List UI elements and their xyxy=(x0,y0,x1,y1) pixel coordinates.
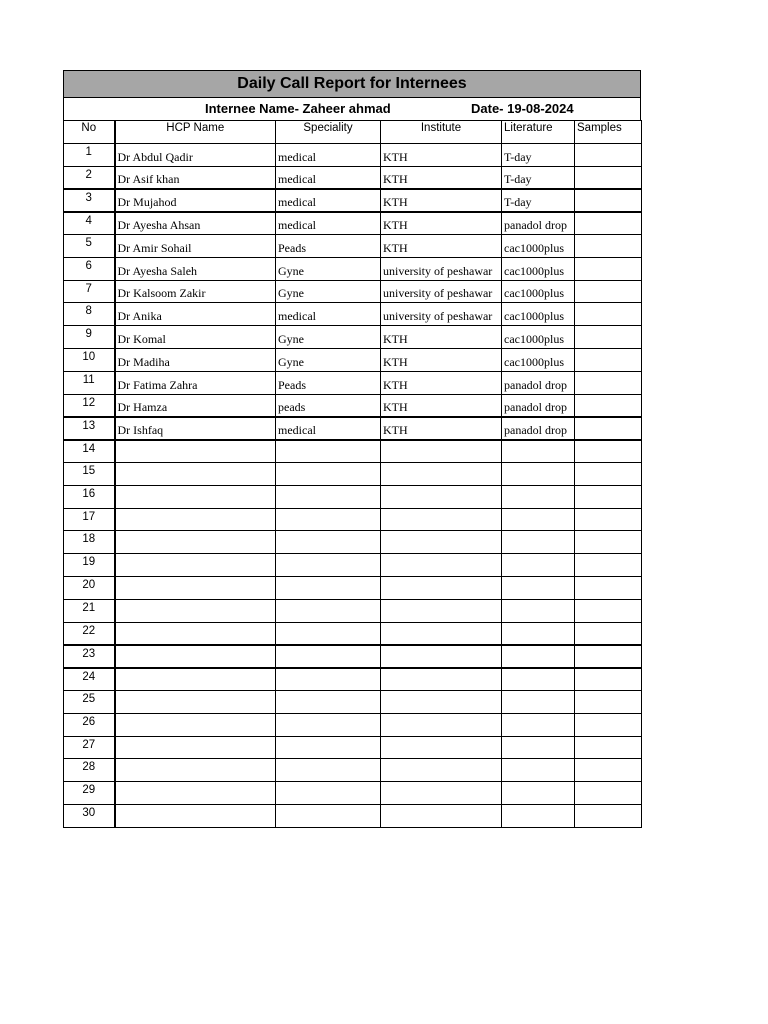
table-row xyxy=(64,782,642,805)
cell-hcp-name: Dr Ayesha Ahsan xyxy=(115,212,276,235)
cell-speciality xyxy=(276,599,381,622)
cell-no: 13 xyxy=(64,417,115,440)
cell-literature xyxy=(502,713,575,736)
cell-literature: cac1000plus xyxy=(502,326,575,349)
cell-hcp-name: Dr Kalsoom Zakir xyxy=(115,280,276,303)
cell-institute: KTH xyxy=(381,189,502,212)
cell-institute xyxy=(381,759,502,782)
call-report-sheet xyxy=(63,70,641,828)
table-row xyxy=(64,303,642,326)
cell-samples xyxy=(575,599,642,622)
cell-hcp-name: Dr Ayesha Saleh xyxy=(115,257,276,280)
cell-no: 10 xyxy=(64,348,115,371)
cell-institute xyxy=(381,782,502,805)
cell-no: 30 xyxy=(64,804,115,827)
cell-no: 7 xyxy=(64,280,115,303)
cell-speciality xyxy=(276,713,381,736)
table-row xyxy=(64,257,642,280)
table-header-row xyxy=(64,121,642,144)
cell-institute xyxy=(381,485,502,508)
cell-literature: T-day xyxy=(502,143,575,166)
cell-hcp-name: Dr Fatima Zahra xyxy=(115,371,276,394)
cell-institute: KTH xyxy=(381,166,502,189)
table-row xyxy=(64,143,642,166)
cell-hcp-name xyxy=(115,576,276,599)
cell-no: 25 xyxy=(64,690,115,713)
cell-literature xyxy=(502,668,575,691)
cell-speciality: Gyne xyxy=(276,326,381,349)
cell-samples xyxy=(575,713,642,736)
cell-no: 15 xyxy=(64,462,115,485)
cell-hcp-name xyxy=(115,690,276,713)
table-row xyxy=(64,759,642,782)
table-row xyxy=(64,280,642,303)
header-institute: Institute xyxy=(381,121,502,144)
table-row xyxy=(64,394,642,417)
cell-institute: KTH xyxy=(381,348,502,371)
table-row xyxy=(64,462,642,485)
cell-speciality: medical xyxy=(276,143,381,166)
table-row xyxy=(64,348,642,371)
cell-samples xyxy=(575,348,642,371)
cell-no: 21 xyxy=(64,599,115,622)
table-row xyxy=(64,668,642,691)
cell-institute xyxy=(381,690,502,713)
cell-samples xyxy=(575,280,642,303)
cell-literature xyxy=(502,690,575,713)
cell-no: 9 xyxy=(64,326,115,349)
cell-samples xyxy=(575,668,642,691)
cell-literature xyxy=(502,462,575,485)
cell-samples xyxy=(575,189,642,212)
cell-institute: university of peshawar xyxy=(381,257,502,280)
cell-institute: KTH xyxy=(381,143,502,166)
cell-samples xyxy=(575,371,642,394)
cell-samples xyxy=(575,782,642,805)
table-row xyxy=(64,212,642,235)
cell-speciality: Gyne xyxy=(276,348,381,371)
cell-samples xyxy=(575,508,642,531)
cell-speciality xyxy=(276,782,381,805)
cell-speciality: medical xyxy=(276,212,381,235)
cell-speciality xyxy=(276,485,381,508)
cell-no: 18 xyxy=(64,531,115,554)
cell-speciality: medical xyxy=(276,303,381,326)
cell-speciality: Peads xyxy=(276,371,381,394)
cell-speciality xyxy=(276,554,381,577)
cell-institute: KTH xyxy=(381,234,502,257)
table-row xyxy=(64,417,642,440)
cell-institute: KTH xyxy=(381,212,502,235)
report-date: Date- 19-08-2024 xyxy=(471,101,574,116)
cell-no: 16 xyxy=(64,485,115,508)
cell-hcp-name: Dr Hamza xyxy=(115,394,276,417)
cell-no: 19 xyxy=(64,554,115,577)
cell-literature: panadol drop xyxy=(502,417,575,440)
cell-samples xyxy=(575,440,642,463)
cell-institute xyxy=(381,462,502,485)
cell-samples xyxy=(575,234,642,257)
table-row xyxy=(64,690,642,713)
table-row xyxy=(64,713,642,736)
cell-hcp-name xyxy=(115,759,276,782)
cell-samples xyxy=(575,166,642,189)
cell-institute: KTH xyxy=(381,417,502,440)
cell-institute xyxy=(381,622,502,645)
cell-no: 4 xyxy=(64,212,115,235)
cell-literature: panadol drop xyxy=(502,371,575,394)
cell-hcp-name xyxy=(115,599,276,622)
cell-speciality: Gyne xyxy=(276,280,381,303)
cell-institute xyxy=(381,531,502,554)
cell-no: 2 xyxy=(64,166,115,189)
cell-samples xyxy=(575,736,642,759)
table-row xyxy=(64,599,642,622)
cell-hcp-name: Dr Asif khan xyxy=(115,166,276,189)
cell-institute: KTH xyxy=(381,326,502,349)
cell-institute xyxy=(381,440,502,463)
table-row xyxy=(64,166,642,189)
cell-literature: panadol drop xyxy=(502,212,575,235)
cell-institute xyxy=(381,554,502,577)
cell-hcp-name xyxy=(115,645,276,668)
cell-literature: T-day xyxy=(502,166,575,189)
cell-speciality xyxy=(276,531,381,554)
cell-hcp-name xyxy=(115,713,276,736)
cell-institute xyxy=(381,804,502,827)
cell-literature xyxy=(502,782,575,805)
call-report-table xyxy=(63,120,642,828)
cell-literature xyxy=(502,485,575,508)
cell-speciality: peads xyxy=(276,394,381,417)
cell-samples xyxy=(575,804,642,827)
cell-hcp-name xyxy=(115,668,276,691)
cell-literature: panadol drop xyxy=(502,394,575,417)
cell-no: 23 xyxy=(64,645,115,668)
cell-samples xyxy=(575,303,642,326)
report-info-bar xyxy=(63,98,641,120)
cell-institute: university of peshawar xyxy=(381,303,502,326)
cell-samples xyxy=(575,143,642,166)
internee-name: Internee Name- Zaheer ahmad xyxy=(205,101,391,116)
cell-literature xyxy=(502,804,575,827)
cell-literature xyxy=(502,622,575,645)
cell-samples xyxy=(575,622,642,645)
cell-samples xyxy=(575,257,642,280)
cell-no: 22 xyxy=(64,622,115,645)
cell-literature xyxy=(502,736,575,759)
cell-institute xyxy=(381,576,502,599)
cell-speciality xyxy=(276,440,381,463)
cell-speciality xyxy=(276,622,381,645)
cell-hcp-name xyxy=(115,804,276,827)
cell-literature xyxy=(502,508,575,531)
cell-institute: KTH xyxy=(381,394,502,417)
cell-speciality: medical xyxy=(276,189,381,212)
cell-institute: KTH xyxy=(381,371,502,394)
cell-institute xyxy=(381,713,502,736)
cell-speciality xyxy=(276,508,381,531)
header-samples: Samples xyxy=(575,121,642,144)
cell-no: 20 xyxy=(64,576,115,599)
cell-hcp-name: Dr Komal xyxy=(115,326,276,349)
cell-literature xyxy=(502,554,575,577)
cell-no: 27 xyxy=(64,736,115,759)
cell-samples xyxy=(575,462,642,485)
cell-no: 14 xyxy=(64,440,115,463)
cell-speciality xyxy=(276,759,381,782)
table-row xyxy=(64,554,642,577)
cell-literature: cac1000plus xyxy=(502,257,575,280)
cell-speciality xyxy=(276,690,381,713)
cell-samples xyxy=(575,576,642,599)
cell-no: 29 xyxy=(64,782,115,805)
cell-hcp-name xyxy=(115,782,276,805)
cell-literature: T-day xyxy=(502,189,575,212)
cell-institute xyxy=(381,599,502,622)
header-literature: Literature xyxy=(502,121,575,144)
cell-speciality xyxy=(276,645,381,668)
table-row xyxy=(64,508,642,531)
cell-samples xyxy=(575,531,642,554)
cell-hcp-name xyxy=(115,554,276,577)
cell-hcp-name xyxy=(115,462,276,485)
cell-no: 5 xyxy=(64,234,115,257)
cell-samples xyxy=(575,690,642,713)
cell-hcp-name: Dr Ishfaq xyxy=(115,417,276,440)
cell-speciality: medical xyxy=(276,417,381,440)
cell-samples xyxy=(575,554,642,577)
table-row xyxy=(64,326,642,349)
cell-hcp-name xyxy=(115,440,276,463)
table-row xyxy=(64,371,642,394)
cell-literature xyxy=(502,759,575,782)
table-row xyxy=(64,804,642,827)
cell-no: 24 xyxy=(64,668,115,691)
cell-samples xyxy=(575,485,642,508)
cell-hcp-name xyxy=(115,508,276,531)
cell-literature: cac1000plus xyxy=(502,348,575,371)
cell-hcp-name: Dr Anika xyxy=(115,303,276,326)
cell-no: 28 xyxy=(64,759,115,782)
cell-institute xyxy=(381,736,502,759)
cell-literature: cac1000plus xyxy=(502,234,575,257)
header-speciality: Speciality xyxy=(276,121,381,144)
cell-institute xyxy=(381,645,502,668)
table-row xyxy=(64,189,642,212)
cell-hcp-name: Dr Abdul Qadir xyxy=(115,143,276,166)
cell-no: 11 xyxy=(64,371,115,394)
cell-samples xyxy=(575,645,642,668)
cell-hcp-name: Dr Amir Sohail xyxy=(115,234,276,257)
cell-literature xyxy=(502,599,575,622)
cell-speciality: Gyne xyxy=(276,257,381,280)
cell-no: 26 xyxy=(64,713,115,736)
table-row xyxy=(64,736,642,759)
cell-no: 1 xyxy=(64,143,115,166)
cell-literature xyxy=(502,440,575,463)
header-hcp-name: HCP Name xyxy=(115,121,276,144)
cell-literature xyxy=(502,531,575,554)
cell-samples xyxy=(575,759,642,782)
cell-hcp-name xyxy=(115,485,276,508)
cell-hcp-name xyxy=(115,531,276,554)
cell-hcp-name: Dr Mujahod xyxy=(115,189,276,212)
cell-institute: university of peshawar xyxy=(381,280,502,303)
cell-speciality xyxy=(276,668,381,691)
table-row xyxy=(64,576,642,599)
cell-no: 17 xyxy=(64,508,115,531)
table-row xyxy=(64,531,642,554)
cell-speciality xyxy=(276,576,381,599)
cell-no: 3 xyxy=(64,189,115,212)
cell-speciality xyxy=(276,736,381,759)
cell-speciality: Peads xyxy=(276,234,381,257)
report-title: Daily Call Report for Internees xyxy=(63,70,641,98)
header-no: No xyxy=(64,121,115,144)
cell-institute xyxy=(381,508,502,531)
cell-literature xyxy=(502,576,575,599)
cell-samples xyxy=(575,394,642,417)
cell-no: 12 xyxy=(64,394,115,417)
cell-literature: cac1000plus xyxy=(502,303,575,326)
cell-samples xyxy=(575,417,642,440)
cell-no: 8 xyxy=(64,303,115,326)
table-row xyxy=(64,645,642,668)
cell-literature: cac1000plus xyxy=(502,280,575,303)
cell-samples xyxy=(575,326,642,349)
table-row xyxy=(64,440,642,463)
cell-hcp-name xyxy=(115,736,276,759)
cell-speciality: medical xyxy=(276,166,381,189)
cell-speciality xyxy=(276,804,381,827)
cell-no: 6 xyxy=(64,257,115,280)
cell-literature xyxy=(502,645,575,668)
table-row xyxy=(64,485,642,508)
cell-hcp-name xyxy=(115,622,276,645)
cell-hcp-name: Dr Madiha xyxy=(115,348,276,371)
cell-institute xyxy=(381,668,502,691)
table-row xyxy=(64,622,642,645)
cell-speciality xyxy=(276,462,381,485)
table-row xyxy=(64,234,642,257)
cell-samples xyxy=(575,212,642,235)
